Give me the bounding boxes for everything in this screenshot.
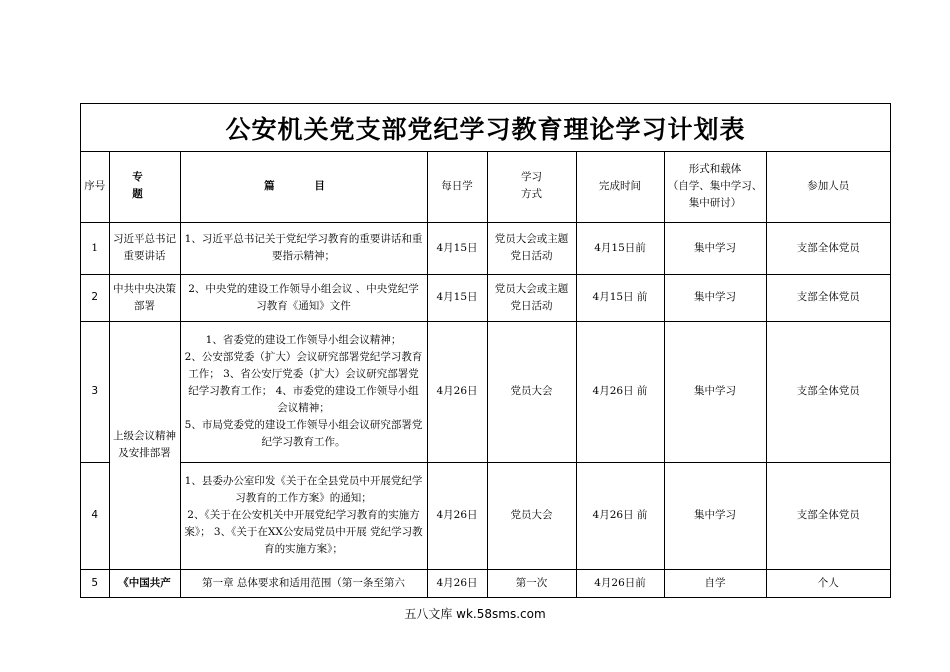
header-method: 学习 方式 <box>487 151 576 222</box>
row-topic: 《中国共产 <box>109 569 180 597</box>
row-deadline: 4月26日 前 <box>576 321 664 462</box>
row-daily: 4月26日 <box>427 462 487 569</box>
row-method: 党员大会 <box>487 462 576 569</box>
row-form: 集中学习 <box>664 222 766 274</box>
row-participants: 支部全体党员 <box>766 321 890 462</box>
row-seq: 2 <box>81 274 109 321</box>
row-participants: 个人 <box>766 569 890 597</box>
header-row <box>81 151 890 222</box>
header-daily: 每日学 <box>427 151 487 222</box>
table-title: 公安机关党支部党纪学习教育理论学习计划表 <box>81 104 890 152</box>
header-topic: 专 题 <box>109 151 180 222</box>
row-participants: 支部全体党员 <box>766 222 890 274</box>
row-daily: 4月26日 <box>427 569 487 597</box>
row-topic: 上级会议精神及安排部署 <box>109 321 180 569</box>
row-participants: 支部全体党员 <box>766 274 890 321</box>
row-form: 自学 <box>664 569 766 597</box>
row-article: 1、习近平总书记关于党纪学习教育的重要讲话和重要指示精神； <box>180 222 427 274</box>
plan-table <box>81 151 890 597</box>
table-row <box>81 274 890 321</box>
row-daily: 4月15日 <box>427 222 487 274</box>
row-article: 1、县委办公室印发《关于在全县党员中开展党纪学习教育的工作方案》的通知； 2、《关于在公安机关中开展党纪学习教育的实施方案》； 3、《关于在XX公安局党员中开展 党纪学习教育的实施方案》； <box>180 462 427 569</box>
row-article: 1、省委党的建设工作领导小组会议精神； 2、公安部党委（扩大）会议研究部署党纪学习教育工作； 3、省公安厅党委（扩大）会议研究部署党纪学习教育工作； 4、市委党的建设工作领导小组会议精神； 5、市局党委党的建设工作领导小组会议研究部署党纪学习教育工作。 <box>180 321 427 462</box>
row-form: 集中学习 <box>664 321 766 462</box>
table-row <box>81 321 890 462</box>
row-article: 第一章 总体要求和适用范围（第一条至第六 <box>180 569 427 597</box>
row-form: 集中学习 <box>664 462 766 569</box>
plan-table-frame <box>80 103 891 598</box>
row-participants: 支部全体党员 <box>766 462 890 569</box>
row-article: 2、中央党的建设工作领导小组会议 、中央党纪学习教育《通知》文件 <box>180 274 427 321</box>
row-deadline: 4月15日前 <box>576 222 664 274</box>
row-method: 党员大会 <box>487 321 576 462</box>
row-deadline: 4月26日 前 <box>576 462 664 569</box>
row-seq: 4 <box>81 462 109 569</box>
row-method: 党员大会或主题党日活动 <box>487 222 576 274</box>
row-seq: 1 <box>81 222 109 274</box>
row-method: 党员大会或主题党日活动 <box>487 274 576 321</box>
row-method: 第一次 <box>487 569 576 597</box>
table-row <box>81 569 890 597</box>
row-seq: 5 <box>81 569 109 597</box>
row-daily: 4月26日 <box>427 321 487 462</box>
row-deadline: 4月15日 前 <box>576 274 664 321</box>
row-form: 集中学习 <box>664 274 766 321</box>
row-deadline: 4月26日前 <box>576 569 664 597</box>
row-topic: 习近平总书记重要讲话 <box>109 222 180 274</box>
table-row <box>81 462 890 569</box>
header-form: 形式和载体 （自学、集中学习、 集中研讨） <box>664 151 766 222</box>
row-daily: 4月15日 <box>427 274 487 321</box>
row-topic: 中共中央决策部署 <box>109 274 180 321</box>
table-row <box>81 222 890 274</box>
header-participants: 参加人员 <box>766 151 890 222</box>
watermark-footer: 五八文库 wk.58sms.com <box>404 607 546 621</box>
header-seq: 序号 <box>81 151 109 222</box>
header-deadline: 完成时间 <box>576 151 664 222</box>
header-article: 篇 目 <box>180 151 427 222</box>
row-seq: 3 <box>81 321 109 462</box>
